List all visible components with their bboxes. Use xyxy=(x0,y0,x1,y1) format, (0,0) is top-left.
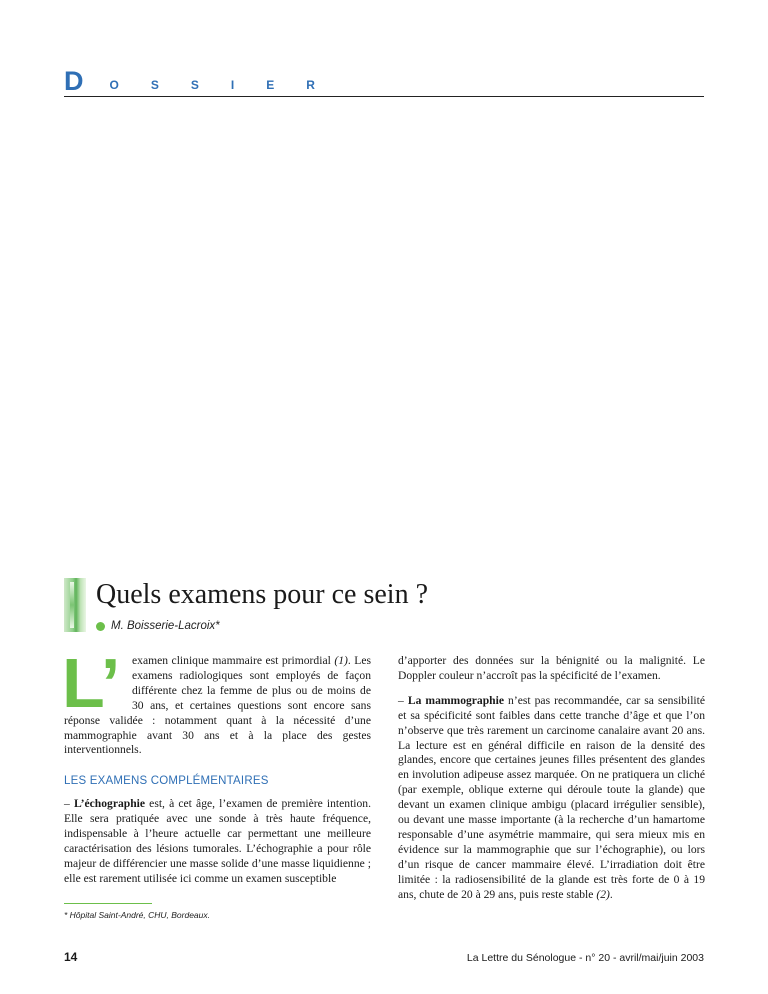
footnote-divider xyxy=(64,903,152,904)
author-name: M. Boisserie-Lacroix* xyxy=(111,620,220,632)
header-letter: E xyxy=(266,78,275,92)
column-right xyxy=(398,654,705,903)
echo-text: est, à cet âge, l’examen de première intention. Elle sera pratiquée avec une sonde à très haute fréquence, indispensable à l’heure actuelle car permettant une meilleure caractérisation des lésions tumorales. L’échographie a pour rôle majeur de différencier une masse solide d’une masse liquidienne ; elle est rarement utilisée ici comme un examen susceptible xyxy=(64,797,371,885)
article-title: Quels examens pour ce sein ? xyxy=(96,579,428,610)
header-letter: R xyxy=(306,78,315,92)
echo-paragraph-continued: d’apporter des données sur la bénignité ou la malignité. Le Doppler couleur n’accroît pas la spécificité de l’examen. xyxy=(398,654,705,682)
section-header xyxy=(64,68,704,98)
header-letter: S xyxy=(150,78,159,92)
reference-1: (1) xyxy=(334,654,348,667)
echo-lead: – xyxy=(64,797,74,811)
dossier-wordmark xyxy=(64,68,347,94)
echo-term: L’échographie xyxy=(73,797,146,811)
header-letter: I xyxy=(230,78,235,92)
article-title-block xyxy=(64,578,704,634)
mammo-paragraph xyxy=(398,694,705,903)
mammo-text: n’est pas recommandée, car sa sensibilité et sa spécificité sont faibles dans cette tranche d’âge et que l’on n’observe que très rarement un carcinome canalaire avant 20 ans. La lecture est en général difficile en raison de la densité des glandes, encore que certaines jeunes filles présentent des glandes en involution adipeuse assez marquée. On ne pratiquera un cliché (par exemple, oblique externe qui déroule toute la glande) que devant un examen clinique ambigu (placard irrégulier sensible), ou devant une masse importante (à la recherche d’un hamartome responsable d’une asymétrie mammaire, qui sera mieux mis en évidence sur la mammographie que sur l’échographie), ou lors d’un risque de cancer mammaire élevé. L’irradiation doit être limitée : la radiosensibilité de la glande est très forte de 0 à 19 ans, chute de 20 à 29 ans, puis reste stable xyxy=(398,693,706,901)
reference-2: (2) xyxy=(596,887,610,901)
bullet-dot-icon xyxy=(96,622,105,631)
section-heading: LES EXAMENS COMPLÉMENTAIRES xyxy=(64,775,269,788)
mammo-term: La mammographie xyxy=(407,693,504,707)
echo-paragraph xyxy=(64,797,371,886)
footnote: * Hôpital Saint-André, CHU, Bordeaux. xyxy=(64,909,210,920)
intro-text: examen clinique mammaire est primordial xyxy=(132,654,335,667)
mammo-end: . xyxy=(609,887,613,901)
header-initial: D xyxy=(64,66,84,96)
intro-paragraph xyxy=(62,644,372,758)
column-left xyxy=(62,644,372,923)
header-letter: O xyxy=(109,78,119,92)
drop-cap: L’ xyxy=(62,644,121,722)
author-line xyxy=(96,620,220,632)
header-divider xyxy=(64,96,704,97)
intro-text-rest: . Les examens radiologiques sont employés de façon différente chez la femme de plus ou de moins de 30 ans, et certaines questions sont encore sans réponse validée : notamment quant à la nécessité d’une mammographie avant 30 ans et à la place des gestes interventionnels. xyxy=(64,654,372,757)
header-letter: S xyxy=(190,78,199,92)
journal-citation: La Lettre du Sénologue - n° 20 - avril/mai/juin 2003 xyxy=(466,952,704,964)
mammo-lead: – xyxy=(398,693,408,707)
page-number: 14 xyxy=(64,950,78,964)
decorative-bar-icon xyxy=(64,578,86,632)
